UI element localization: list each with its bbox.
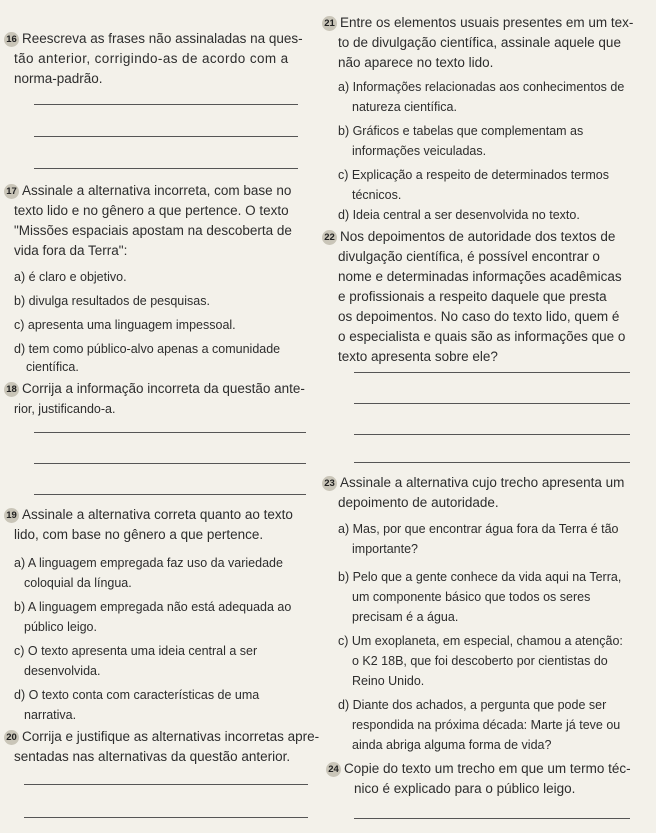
answer-line[interactable] xyxy=(354,434,630,435)
question-19-line-1: 19 Assinale a alternativa correta quanto ao texto xyxy=(4,506,293,524)
answer-line[interactable] xyxy=(354,818,630,819)
question-21-line-3: não aparece no texto lido. xyxy=(338,55,494,70)
option-21b[interactable]: b) Gráficos e tabelas que complementam as xyxy=(338,124,584,138)
question-22-line-7: texto apresenta sobre ele? xyxy=(338,349,498,364)
question-22-line-5: os depoimentos. No caso do texto lido, quem é xyxy=(338,309,620,324)
question-21-line-2: to de divulgação científica, assinale aquele que xyxy=(338,35,621,50)
answer-line[interactable] xyxy=(354,403,630,404)
question-17-number: 17 xyxy=(4,184,19,199)
question-16-line-1: 16 Reescreva as frases não assinaladas na ques- xyxy=(4,30,303,48)
option-23b-cont-1: um componente básico que todos os seres xyxy=(352,590,591,604)
question-17-line-1: 17 Assinale a alternativa incorreta, com base no xyxy=(4,182,291,200)
question-20-line-1: 20 Corrija e justifique as alternativas incorretas apre- xyxy=(4,728,319,746)
question-22-number: 22 xyxy=(322,230,337,245)
option-19c-cont: desenvolvida. xyxy=(24,664,101,678)
option-23a-cont: importante? xyxy=(352,542,419,556)
question-16-number: 16 xyxy=(4,32,19,47)
option-19c[interactable]: c) O texto apresenta uma ideia central a ser xyxy=(14,644,258,658)
option-23c-cont-2: Reino Unido. xyxy=(352,674,425,688)
option-19b[interactable]: b) A linguagem empregada não está adequada ao xyxy=(14,600,292,614)
question-21-number: 21 xyxy=(322,16,337,31)
question-17-line-4: vida fora da Terra": xyxy=(14,243,128,258)
option-23d-cont-2: ainda abriga alguma forma de vida? xyxy=(352,738,552,752)
question-16-line-2: tão anterior, corrigindo-as de acordo com a xyxy=(14,51,289,66)
question-17-line-3: "Missões espaciais apostam na descoberta de xyxy=(14,223,292,238)
question-18-line-2: rior, justificando-a. xyxy=(14,402,116,416)
option-17b[interactable]: b) divulga resultados de pesquisas. xyxy=(14,294,210,308)
answer-line[interactable] xyxy=(24,817,308,818)
option-21b-cont: informações veiculadas. xyxy=(352,144,487,158)
question-16-line-3: norma-padrão. xyxy=(14,71,103,86)
option-17d-cont: científica. xyxy=(26,360,79,374)
question-22-line-2: divulgação científica, é possível encontrar o xyxy=(338,249,600,264)
option-19d-cont: narrativa. xyxy=(24,708,77,722)
option-23c-cont-1: o K2 18B, que foi descoberto por cientistas do xyxy=(352,654,608,668)
answer-line[interactable] xyxy=(34,168,298,169)
question-22-line-1: 22 Nos depoimentos de autoridade dos textos de xyxy=(322,228,615,246)
question-19-line-2: lido, com base no gênero a que pertence. xyxy=(14,527,264,542)
option-23d-cont-1: respondida na próxima década: Marte já teve ou xyxy=(352,718,621,732)
option-21a-cont: natureza científica. xyxy=(352,100,457,114)
option-19b-cont: público leigo. xyxy=(24,620,97,634)
answer-line[interactable] xyxy=(34,494,306,495)
option-21a[interactable]: a) Informações relacionadas aos conhecimentos de xyxy=(338,80,625,94)
question-23-number: 23 xyxy=(322,476,337,491)
question-22-line-6: o especialista e quais são as informações que o xyxy=(338,329,626,344)
question-23-line-2: depoimento de autoridade. xyxy=(338,495,499,510)
option-21d[interactable]: d) Ideia central a ser desenvolvida no texto. xyxy=(338,208,580,222)
option-19a[interactable]: a) A linguagem empregada faz uso da variedade xyxy=(14,556,283,570)
option-17c[interactable]: c) apresenta uma linguagem impessoal. xyxy=(14,318,236,332)
option-19d[interactable]: d) O texto conta com características de uma xyxy=(14,688,260,702)
question-18-number: 18 xyxy=(4,382,19,397)
question-19-number: 19 xyxy=(4,508,19,523)
option-23d[interactable]: d) Diante dos achados, a pergunta que pode ser xyxy=(338,698,607,712)
question-22-line-3: nome e determinadas informações acadêmicas xyxy=(338,269,622,284)
question-24-number: 24 xyxy=(326,762,341,777)
question-24-line-2: nico é explicado para o público leigo. xyxy=(354,781,576,796)
answer-line[interactable] xyxy=(24,784,308,785)
question-24-line-1: 24 Copie do texto um trecho em que um termo téc- xyxy=(326,760,631,778)
answer-line[interactable] xyxy=(34,104,298,105)
question-21-line-1: 21 Entre os elementos usuais presentes em um tex- xyxy=(322,14,633,32)
answer-line[interactable] xyxy=(34,463,306,464)
option-21c-cont: técnicos. xyxy=(352,188,402,202)
question-23-line-1: 23 Assinale a alternativa cujo trecho apresenta um xyxy=(322,474,624,492)
answer-line[interactable] xyxy=(354,372,630,373)
option-23b-cont-2: precisam é a água. xyxy=(352,610,459,624)
question-17-line-2: texto lido e no gênero a que pertence. O texto xyxy=(14,203,289,218)
option-17d[interactable]: d) tem como público-alvo apenas a comunidade xyxy=(14,342,281,356)
option-21c[interactable]: c) Explicação a respeito de determinados termos xyxy=(338,168,609,182)
option-23c[interactable]: c) Um exoplaneta, em especial, chamou a atenção: xyxy=(338,634,623,648)
answer-line[interactable] xyxy=(354,462,630,463)
option-17a[interactable]: a) é claro e objetivo. xyxy=(14,270,127,284)
question-22-line-4: e profissionais a respeito daquele que presta xyxy=(338,289,607,304)
option-23b[interactable]: b) Pelo que a gente conhece da vida aqui na Terra, xyxy=(338,570,622,584)
question-20-line-2: sentadas nas alternativas da questão anterior. xyxy=(14,749,291,764)
option-19a-cont: coloquial da língua. xyxy=(24,576,132,590)
answer-line[interactable] xyxy=(34,136,298,137)
option-23a[interactable]: a) Mas, por que encontrar água fora da Terra é tão xyxy=(338,522,619,536)
question-20-number: 20 xyxy=(4,730,19,745)
answer-line[interactable] xyxy=(34,432,306,433)
question-18-line-1: 18 Corrija a informação incorreta da questão ante- xyxy=(4,380,305,398)
